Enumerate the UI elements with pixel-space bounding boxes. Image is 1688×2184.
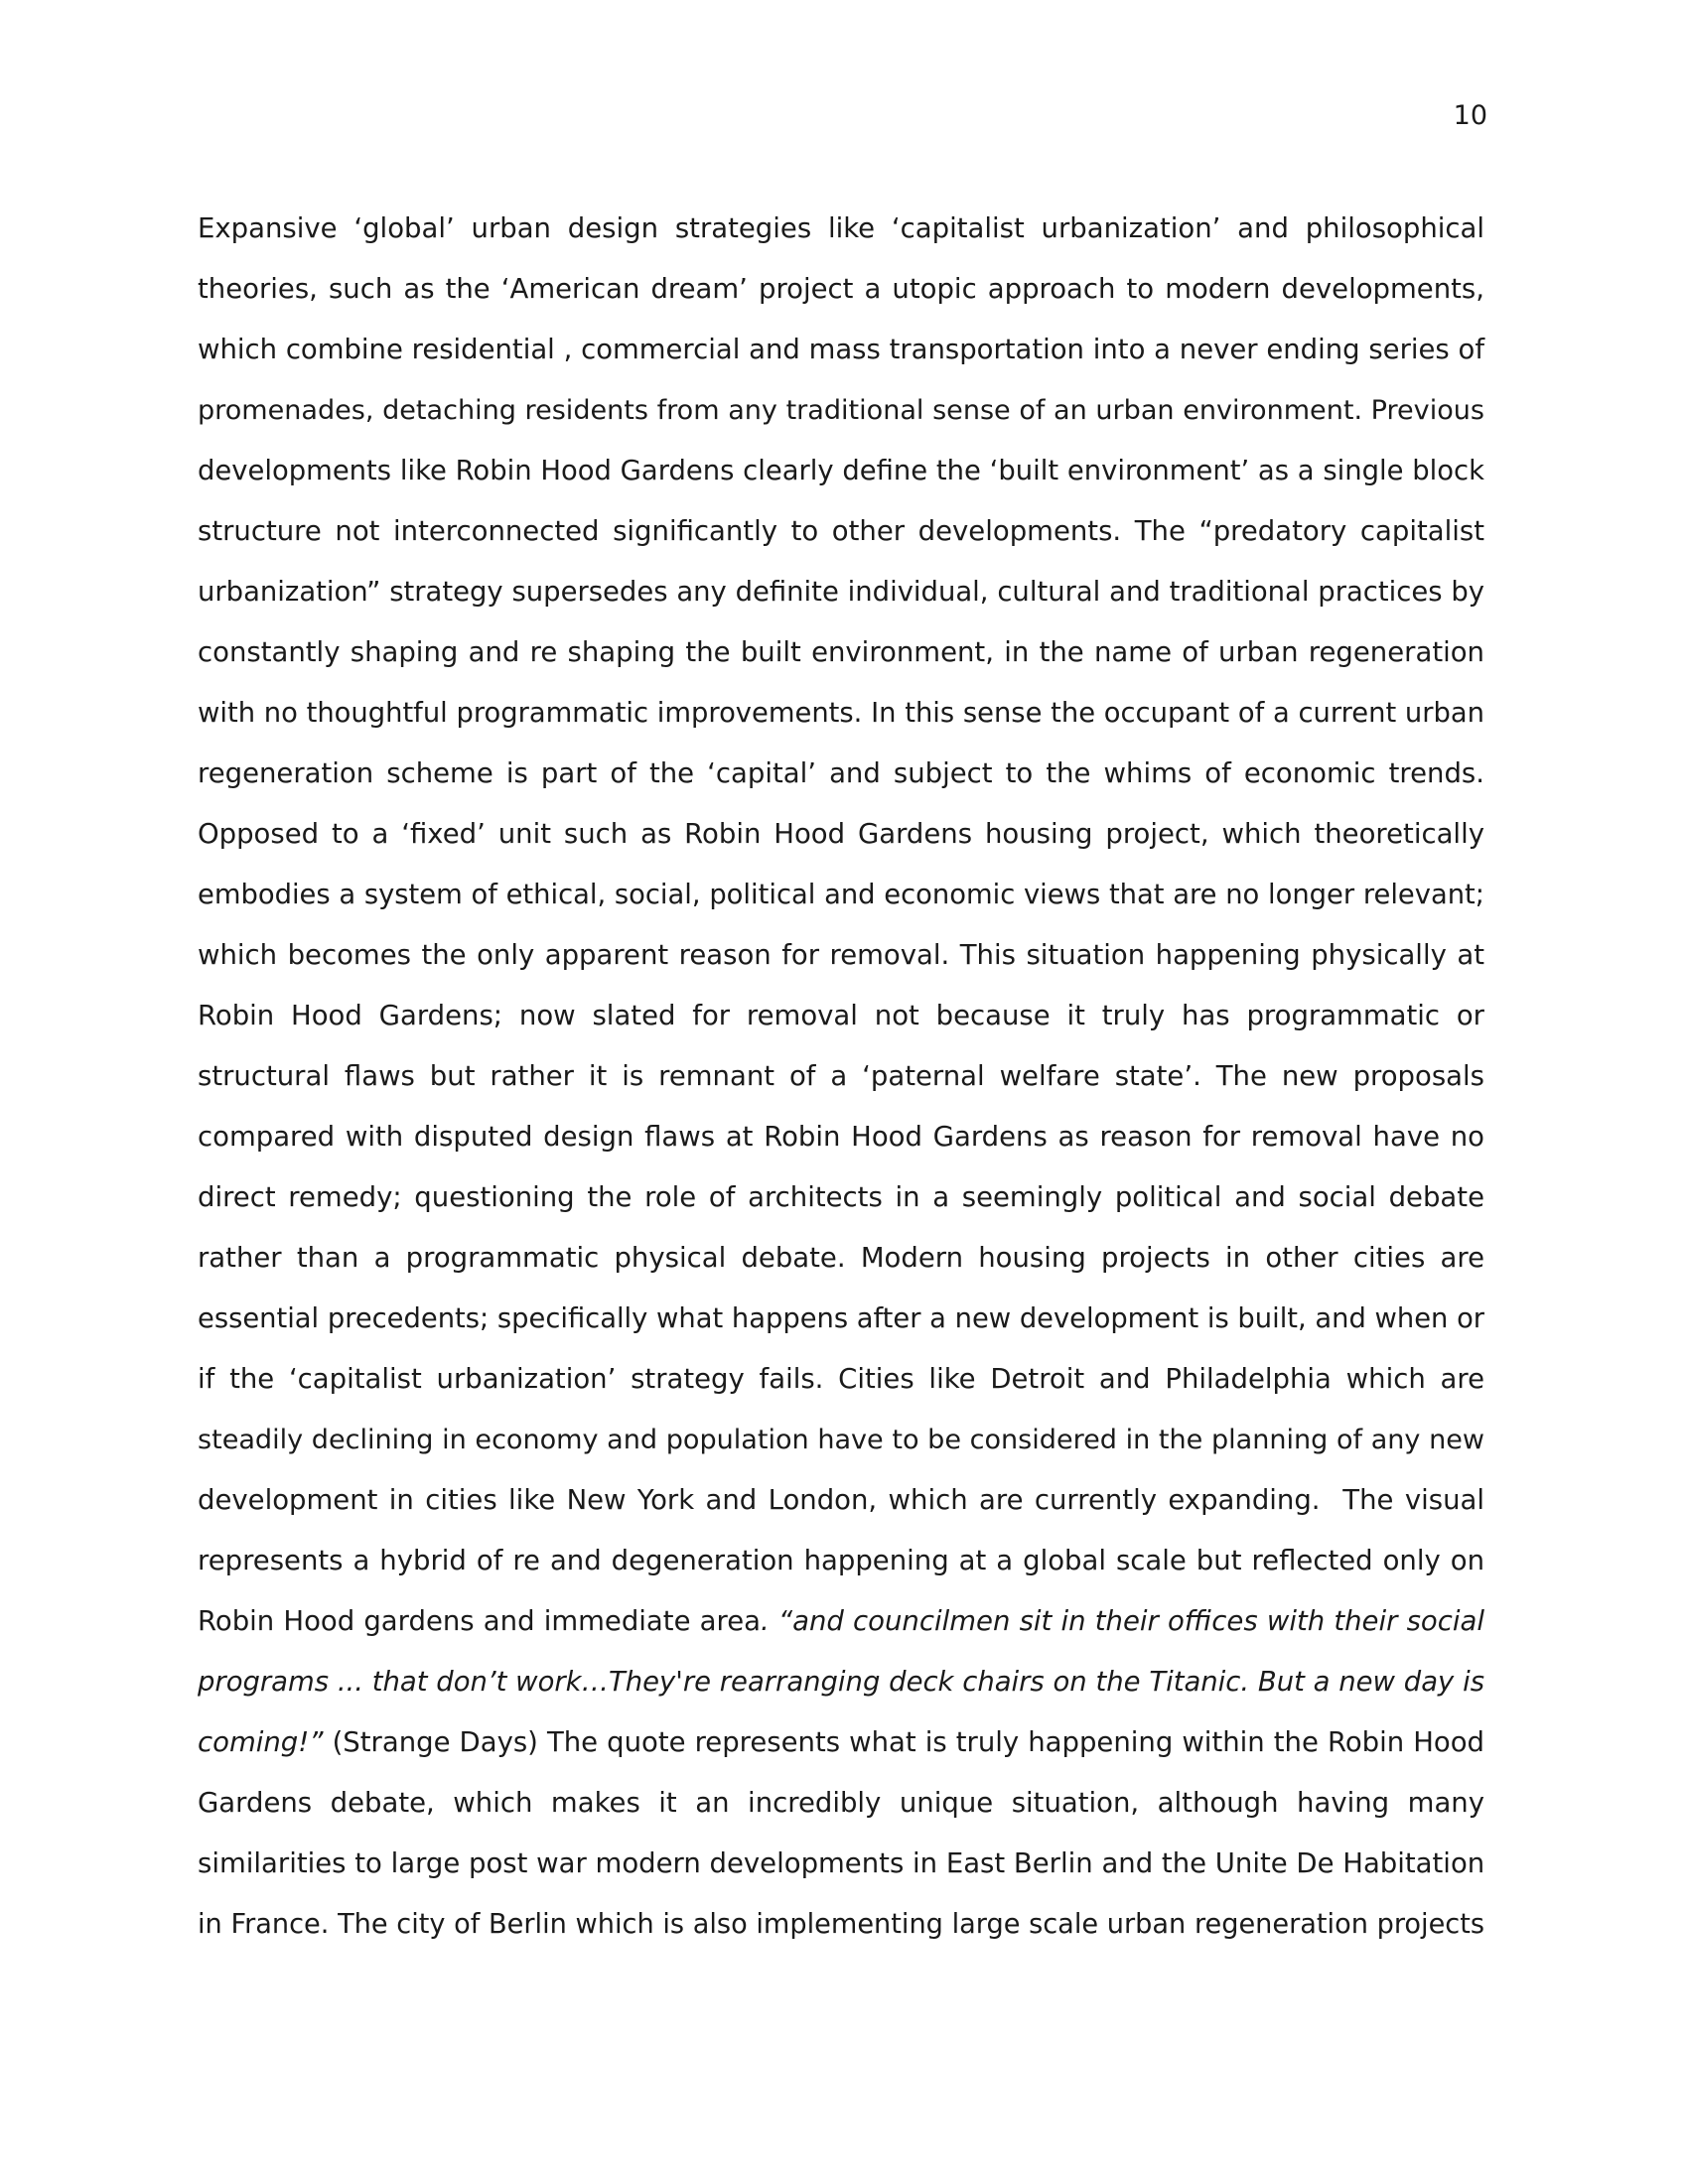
text-line: urbanization” strategy supersedes any definite individual, cultural and traditional practices by bbox=[198, 577, 1484, 608]
body-paragraph bbox=[198, 199, 1484, 1955]
text-line: regeneration scheme is part of the ‘capital’ and subject to the whims of economic trends. bbox=[198, 757, 1484, 789]
text-line: if the ‘capitalist urbanization’ strategy fails. Cities like Detroit and Philadelphia which are bbox=[198, 1363, 1484, 1395]
page-number: 10 bbox=[1453, 100, 1487, 131]
text-line: theories, such as the ‘American dream’ project a utopic approach to modern developments, bbox=[198, 273, 1484, 305]
text-line: Gardens debate, which makes it an incredibly unique situation, although having many bbox=[198, 1787, 1484, 1819]
text-line: development in cities like New York and London, which are currently expanding. The visual bbox=[198, 1484, 1484, 1516]
text-line: compared with disputed design flaws at Robin Hood Gardens as reason for removal have no bbox=[198, 1121, 1484, 1153]
text-line: constantly shaping and re shaping the built environment, in the name of urban regeneration bbox=[198, 636, 1484, 668]
quote-text: coming!” bbox=[198, 1726, 324, 1758]
text-line: in France. The city of Berlin which is also implementing large scale urban regeneration projects bbox=[198, 1909, 1484, 1940]
text-line: structural flaws but rather it is remnant of a ‘paternal welfare state’. The new proposals bbox=[198, 1060, 1484, 1092]
text-line: embodies a system of ethical, social, political and economic views that are no longer relevant; bbox=[198, 880, 1484, 910]
text-line: with no thoughtful programmatic improvements. In this sense the occupant of a current urban bbox=[198, 698, 1484, 729]
text-line bbox=[198, 1652, 1484, 1712]
text-line: promenades, detaching residents from any traditional sense of an urban environment. Previous bbox=[198, 395, 1484, 426]
text-line: direct remedy; questioning the role of architects in a seemingly political and social debate bbox=[198, 1181, 1484, 1213]
quote-text: programs ... that don’t work…They're rearranging deck chairs on the Titanic. But a new day is bbox=[198, 1667, 1484, 1698]
text-line: Robin Hood Gardens; now slated for removal not because it truly has programmatic or bbox=[198, 1000, 1484, 1031]
quote-text: . “and councilmen sit in their offices with their social bbox=[760, 1605, 1484, 1637]
text-line: similarities to large post war modern developments in East Berlin and the Unite De Habitation bbox=[198, 1847, 1485, 1879]
text-line: steadily declining in economy and population have to be considered in the planning of any new bbox=[198, 1425, 1484, 1455]
text-line: which becomes the only apparent reason for removal. This situation happening physically at bbox=[198, 939, 1484, 971]
text-line: rather than a programmatic physical debate. Modern housing projects in other cities are bbox=[198, 1242, 1484, 1274]
text-line: coming!” (Strange Days) The quote represents what is truly happening within the Robin Hood bbox=[198, 1726, 1484, 1758]
text-line: which combine residential , commercial and mass transportation into a never ending series of bbox=[198, 335, 1484, 365]
text-line: Robin Hood gardens and immediate area. “and councilmen sit in their offices with their social bbox=[198, 1605, 1484, 1637]
text-line: essential precedents; specifically what happens after a new development is built, and when or bbox=[198, 1303, 1485, 1334]
text-line: represents a hybrid of re and degeneration happening at a global scale but reflected only on bbox=[198, 1545, 1484, 1576]
text-line: Opposed to a ‘fixed’ unit such as Robin Hood Gardens housing project, which theoretically bbox=[198, 818, 1484, 850]
text-line: developments like Robin Hood Gardens clearly define the ‘built environment’ as a single block bbox=[198, 456, 1484, 486]
text-line: structure not interconnected significantly to other developments. The “predatory capitalist bbox=[198, 515, 1484, 547]
text-line: Expansive ‘global’ urban design strategies like ‘capitalist urbanization’ and philosophical bbox=[198, 212, 1484, 244]
